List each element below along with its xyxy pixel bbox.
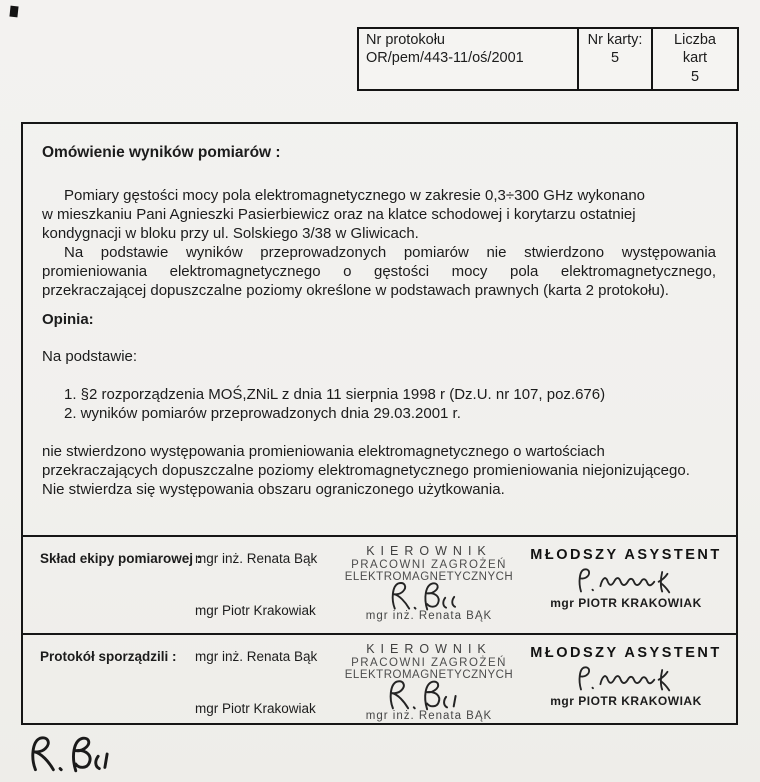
basis-item-2: 2. wyników pomiarów przeprowadzonych dnia 29.03.2001 r. bbox=[64, 405, 461, 422]
handwritten-signature-piotr-krakowiak bbox=[567, 565, 685, 595]
signature-row-authors bbox=[23, 633, 736, 723]
cards-total-value: 5 bbox=[690, 68, 700, 85]
basis-list bbox=[42, 385, 716, 423]
handwritten-signature-renata-bak bbox=[383, 578, 475, 614]
handwritten-signature-renata-bak-2 bbox=[380, 676, 478, 714]
cards-total-cell bbox=[651, 29, 737, 89]
report-body-text bbox=[23, 124, 736, 499]
protocol-number-label: Nr protokołu bbox=[366, 32, 445, 48]
conclusion-paragraph: nie stwierdzono występowania promieniowania elektromagnetycznego o wartościach przekraczających dopuszczalne poziomy elektromagnetycznego promieniowania niejonizującego. Nie stwierdza się występowania obszaru ograniczonego użytkowania. bbox=[42, 443, 690, 498]
opinion-heading: Opinia: bbox=[42, 311, 94, 328]
asystent-stamp: MŁODSZY ASYSTENT mgr PIOTR KRAKOWIAK bbox=[530, 547, 722, 610]
results-heading: Omówienie wyników pomiarów : bbox=[42, 144, 281, 161]
protocol-number-cell bbox=[359, 29, 577, 89]
card-number-value: 5 bbox=[610, 50, 620, 67]
author-1: mgr inż. Renata Bąk bbox=[195, 649, 318, 664]
team-member-2: mgr Piotr Krakowiak bbox=[195, 603, 316, 618]
signature-row-team bbox=[23, 535, 736, 633]
scan-corner-mark bbox=[9, 6, 18, 18]
team-label: Skład ekipy pomiarowej : bbox=[40, 551, 202, 566]
report-body-box bbox=[21, 122, 738, 725]
kierownik-stamp-2: KIEROWNIK PRACOWNI ZAGROŻEŃ ELEKTROMAGNETYCZNYCH mgr inż. Renata BĄK bbox=[344, 642, 514, 722]
author-2: mgr Piotr Krakowiak bbox=[195, 701, 316, 716]
card-number-cell bbox=[577, 29, 651, 89]
kierownik-stamp: KIEROWNIK PRACOWNI ZAGROŻEŃ ELEKTROMAGNETYCZNYCH mgr inż. Renata BĄK bbox=[344, 544, 514, 622]
results-paragraph-1: Pomiary gęstości mocy pola elektromagnetycznego w zakresie 0,3÷300 GHz wykonano w mieszkaniu Pani Agnieszki Pasierbiewicz oraz na klatce schodowej i korytarzu ostatniej kondygnacji w bloku przy ul. Solskiego 3/38 w Gliwicach. bbox=[42, 187, 646, 242]
handwritten-signature-piotr-krakowiak-2 bbox=[567, 663, 685, 693]
results-paragraph-2: Na podstawie wyników przeprowadzonych pomiarów nie stwierdzono występowania promieniowania elektromagnetycznego o gęstości mocy pola elektromagnetycznego, przekraczającej dopuszczalne poziomy określone w podstawach prawnych (karta 2 protokołu). bbox=[42, 244, 716, 299]
protocol-header-table bbox=[357, 27, 739, 91]
asystent-stamp-2: MŁODSZY ASYSTENT mgr PIOTR KRAKOWIAK bbox=[530, 645, 722, 708]
cards-total-label: Liczba kart bbox=[674, 32, 716, 67]
protocol-number-value: OR/pem/443-11/oś/2001 bbox=[366, 50, 524, 67]
footer-handwritten-signature bbox=[22, 731, 134, 777]
basis-intro: Na podstawie: bbox=[42, 348, 138, 365]
team-member-1: mgr inż. Renata Bąk bbox=[195, 551, 318, 566]
basis-item-1: 1. §2 rozporządzenia MOŚ,ZNiL z dnia 11 sierpnia 1998 r (Dz.U. nr 107, poz.676) bbox=[64, 386, 606, 403]
card-number-label: Nr karty: bbox=[587, 32, 643, 48]
authors-label: Protokół sporządzili : bbox=[40, 649, 177, 664]
